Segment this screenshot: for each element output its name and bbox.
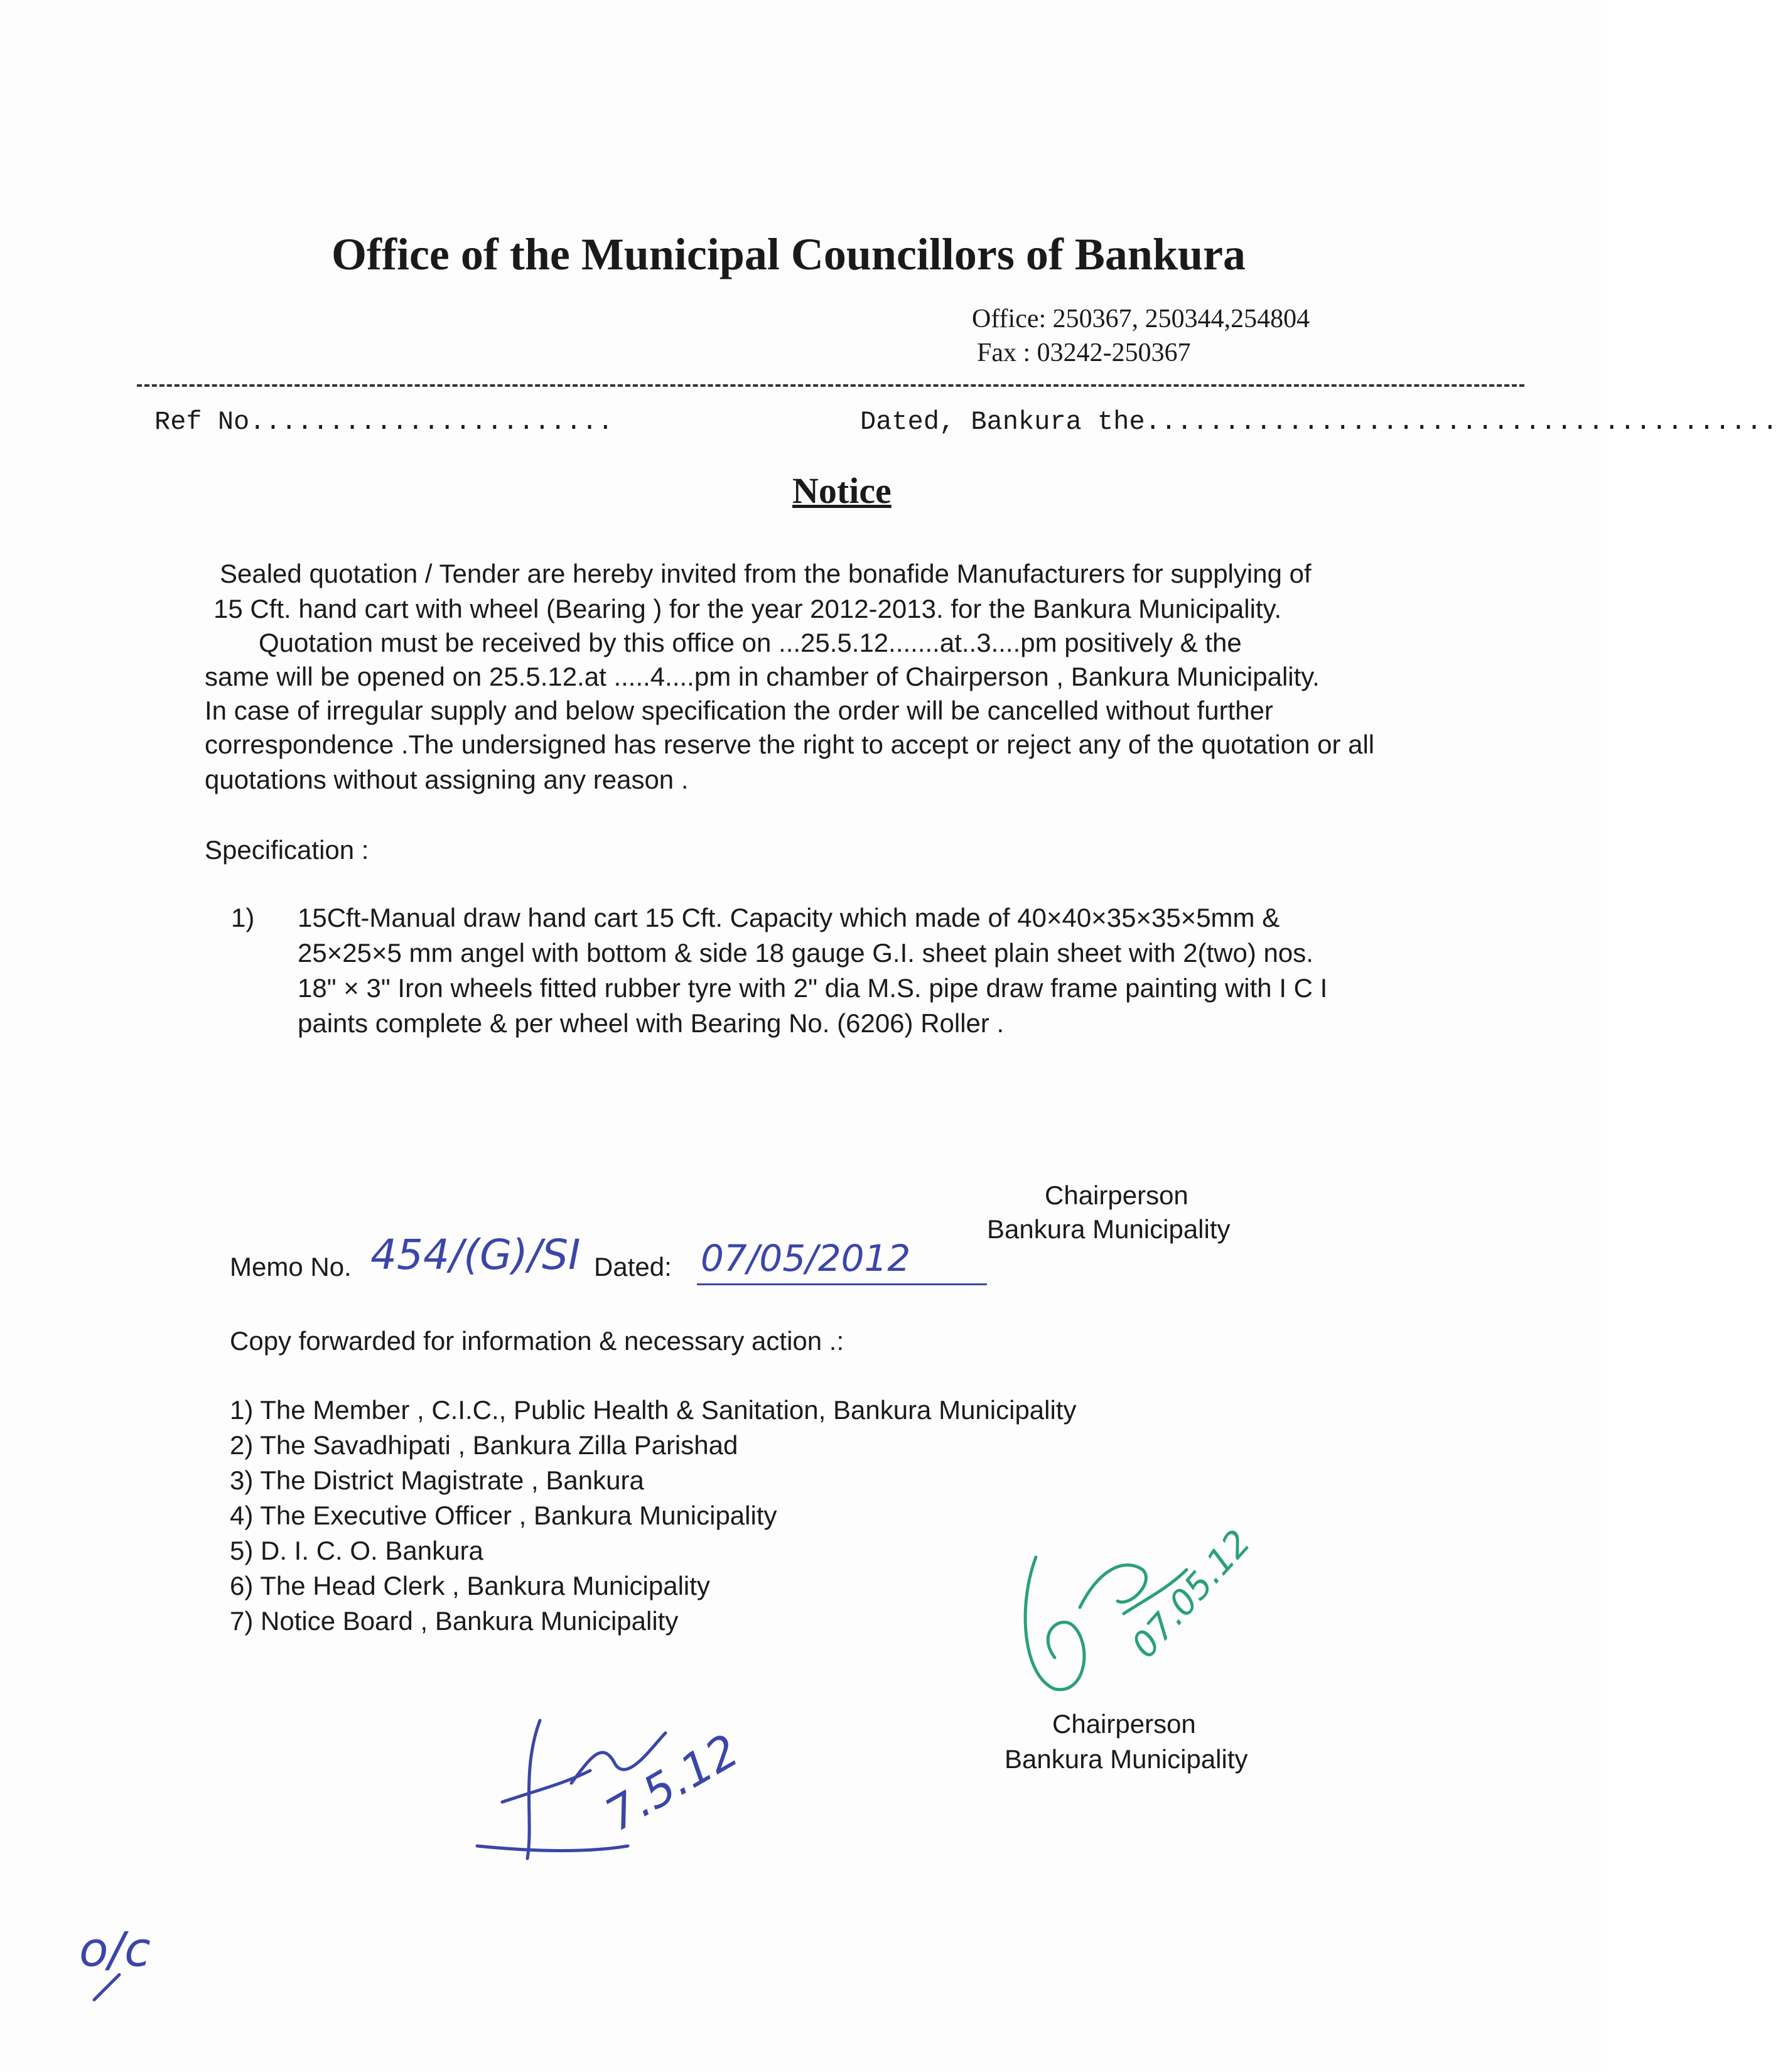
notice-line: Quotation must be received by this office on ...25.5.12.......at..3....pm positively & the — [259, 628, 1242, 657]
header-divider — [137, 384, 1524, 387]
notice-line: quotations without assigning any reason . — [205, 765, 689, 794]
ref-no: Ref No....................... — [154, 407, 613, 437]
recipient-item: 6) The Head Clerk , Bankura Municipality — [230, 1571, 710, 1600]
recipient-item: 7) Notice Board , Bankura Municipality — [230, 1606, 679, 1636]
notice-line: Sealed quotation / Tender are hereby invited from the bonafide Manufacturers for supplying of — [220, 559, 1312, 588]
signatory-title: Chairperson — [1052, 1709, 1196, 1739]
recipient-item: 4) The Executive Officer , Bankura Municipality — [230, 1501, 777, 1530]
office-title: Office of the Municipal Councillors of Bankura — [331, 229, 1246, 279]
memo-dated-label: Dated: — [594, 1252, 672, 1282]
oc-annotation: o/c — [79, 1921, 151, 1977]
memo-label: Memo No. — [230, 1252, 352, 1282]
notice-line: same will be opened on 25.5.12.at .....4....pm in chamber of Chairperson , Bankura Municipality. — [205, 662, 1320, 691]
annotation-tick — [88, 1972, 126, 2003]
memo-number-handwritten: 454/(G)/SI — [370, 1231, 581, 1279]
copy-forwarded-label: Copy forwarded for information & necessary action .: — [230, 1326, 844, 1356]
specification-item-number: 1) — [231, 903, 255, 932]
notice-line: correspondence .The undersigned has reserve the right to accept or reject any of the quotation or all — [205, 730, 1375, 759]
memo-date-handwritten: 07/05/2012 — [701, 1237, 911, 1280]
memo-date-underline — [697, 1283, 987, 1285]
notice-line: In case of irregular supply and below specification the order will be cancelled without further — [205, 696, 1273, 725]
signatory-title: Chairperson — [1045, 1180, 1188, 1210]
recipient-item: 5) D. I. C. O. Bankura — [230, 1536, 483, 1565]
dated-line: Dated, Bankura the........................................ — [860, 407, 1778, 437]
initial-date-handwritten: 7.5.12 — [596, 1724, 748, 1842]
signatory-org: Bankura Municipality — [1005, 1744, 1248, 1774]
signatory-org: Bankura Municipality — [987, 1214, 1231, 1244]
office-phone-numbers: Office: 250367, 250344,254804 — [972, 305, 1310, 333]
specification-line: 25×25×5 mm angel with bottom & side 18 gauge G.I. sheet plain sheet with 2(two) nos. — [298, 938, 1313, 968]
signature-date-handwritten: 07.05.12 — [1124, 1522, 1259, 1666]
notice-heading: Notice — [792, 470, 892, 511]
specification-line: 18" × 3" Iron wheels fitted rubber tyre with 2" dia M.S. pipe draw frame painting with I C I — [298, 973, 1328, 1003]
office-fax-number: Fax : 03242-250367 — [977, 338, 1191, 367]
recipient-item: 2) The Savadhipati , Bankura Zilla Parishad — [230, 1430, 738, 1460]
specification-label: Specification : — [205, 835, 369, 865]
specification-line: paints complete & per wheel with Bearing No. (6206) Roller . — [298, 1008, 1005, 1038]
notice-line: 15 Cft. hand cart with wheel (Bearing ) for the year 2012-2013. for the Bankura Municipality. — [213, 594, 1282, 623]
recipient-item: 3) The District Magistrate , Bankura — [230, 1465, 644, 1495]
specification-line: 15Cft-Manual draw hand cart 15 Cft. Capacity which made of 40×40×35×35×5mm & — [298, 903, 1280, 932]
recipient-item: 1) The Member , C.I.C., Public Health & Sanitation, Bankura Municipality — [230, 1395, 1077, 1425]
